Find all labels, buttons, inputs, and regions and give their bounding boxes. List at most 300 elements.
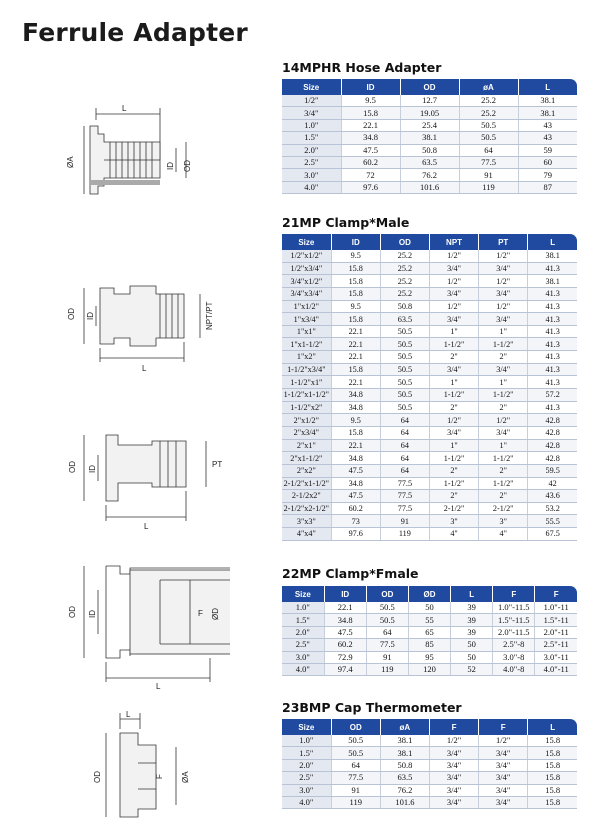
table-row — [282, 414, 577, 427]
value-cell: 15.8 — [331, 363, 380, 376]
value-cell: 25.2 — [380, 262, 429, 275]
value-cell: 1/2" — [479, 414, 528, 427]
value-cell: 41.3 — [528, 401, 577, 414]
value-cell: 2" — [429, 351, 478, 364]
value-cell: 1" — [479, 325, 528, 338]
value-cell: 22.1 — [331, 439, 380, 452]
table-row — [282, 651, 577, 663]
value-cell: 50.5 — [380, 363, 429, 376]
section-title-clamp-female: 22MP Clamp*Fmale — [282, 566, 419, 581]
size-cell: 2.0" — [282, 626, 324, 638]
value-cell: 119 — [380, 528, 429, 541]
value-cell: 85 — [408, 639, 450, 651]
value-cell: 2-1/2" — [429, 502, 478, 515]
value-cell: 64 — [380, 439, 429, 452]
value-cell: 38.1 — [528, 250, 577, 262]
value-cell: 41.3 — [528, 376, 577, 389]
value-cell: 2.5"-11 — [535, 639, 577, 651]
size-cell: 1-1/2"x1" — [282, 376, 331, 389]
value-cell: 50.5 — [459, 119, 518, 131]
value-cell: 50.5 — [366, 602, 408, 614]
value-cell: 1-1/2" — [479, 338, 528, 351]
value-cell: 9.5 — [331, 300, 380, 313]
table-row — [282, 439, 577, 452]
value-cell: 97.4 — [324, 663, 366, 675]
size-cell: 1/2" — [282, 95, 341, 107]
value-cell: 41.3 — [528, 262, 577, 275]
spec-table-clamp-female — [282, 586, 577, 676]
value-cell: 50 — [408, 602, 450, 614]
column-header: OD — [400, 79, 459, 95]
table-row — [282, 250, 577, 262]
table-row — [282, 313, 577, 326]
size-cell: 1/2"x3/4" — [282, 262, 331, 275]
value-cell: 2" — [429, 401, 478, 414]
value-cell: 2" — [429, 464, 478, 477]
size-cell: 3/4" — [282, 107, 341, 119]
value-cell: 2" — [479, 464, 528, 477]
value-cell: 3/4" — [429, 287, 478, 300]
table-row — [282, 376, 577, 389]
column-header: L — [528, 719, 577, 735]
value-cell: 50.5 — [380, 376, 429, 389]
value-cell: 43.6 — [528, 490, 577, 503]
value-cell: 1-1/2" — [479, 389, 528, 402]
value-cell: 15.8 — [331, 275, 380, 288]
value-cell: 22.1 — [324, 602, 366, 614]
value-cell: 72 — [341, 169, 400, 181]
value-cell: 22.1 — [331, 338, 380, 351]
value-cell: 50.5 — [380, 401, 429, 414]
table-row — [282, 389, 577, 402]
size-cell: 4.0" — [282, 663, 324, 675]
size-cell: 2"x1-1/2" — [282, 452, 331, 465]
table-row — [282, 490, 577, 503]
size-cell: 2"x1/2" — [282, 414, 331, 427]
value-cell: 38.1 — [528, 275, 577, 288]
size-cell: 1.5" — [282, 132, 341, 144]
value-cell: 1-1/2" — [479, 452, 528, 465]
column-header: Size — [282, 234, 331, 250]
value-cell: 97.6 — [331, 528, 380, 541]
column-header: F — [479, 719, 528, 735]
value-cell: 4.0"-11 — [535, 663, 577, 675]
value-cell: 3/4" — [479, 313, 528, 326]
value-cell: 42.8 — [528, 414, 577, 427]
column-header: OD — [380, 234, 429, 250]
value-cell: 87 — [518, 181, 577, 193]
column-header: Size — [282, 719, 331, 735]
size-cell: 1.5" — [282, 747, 331, 759]
value-cell: 91 — [459, 169, 518, 181]
value-cell: 4" — [479, 528, 528, 541]
size-cell: 2"x3/4" — [282, 426, 331, 439]
size-cell: 2-1/2x2" — [282, 490, 331, 503]
table-row — [282, 515, 577, 528]
value-cell: 15.8 — [341, 107, 400, 119]
table-row — [282, 759, 577, 771]
dim-label-f: F — [155, 774, 164, 779]
value-cell: 3/4" — [429, 772, 478, 784]
value-cell: 34.8 — [331, 452, 380, 465]
value-cell: 3/4" — [429, 796, 478, 808]
value-cell: 25.2 — [380, 250, 429, 262]
column-header: L — [528, 234, 577, 250]
value-cell: 55 — [408, 614, 450, 626]
dim-label-id: ID — [88, 610, 97, 618]
value-cell: 50.5 — [380, 325, 429, 338]
value-cell: 77.5 — [331, 772, 380, 784]
value-cell: 15.8 — [331, 262, 380, 275]
value-cell: 3/4" — [479, 784, 528, 796]
value-cell: 22.1 — [341, 119, 400, 131]
value-cell: 1-1/2" — [479, 477, 528, 490]
size-cell: 3.0" — [282, 651, 324, 663]
table-row — [282, 602, 577, 614]
value-cell: 1/2" — [479, 300, 528, 313]
value-cell: 63.5 — [380, 772, 429, 784]
dim-label-od: OD — [93, 771, 102, 783]
value-cell: 76.2 — [380, 784, 429, 796]
value-cell: 39 — [451, 602, 493, 614]
size-cell: 1.0" — [282, 735, 331, 747]
dim-label-l: L — [122, 104, 127, 113]
value-cell: 3" — [479, 515, 528, 528]
value-cell: 50 — [451, 639, 493, 651]
dim-label-od: OD — [68, 461, 77, 473]
section-title-cap-thermometer: 23BMP Cap Thermometer — [282, 700, 462, 715]
size-cell: 1"x1-1/2" — [282, 338, 331, 351]
value-cell: 95 — [408, 651, 450, 663]
table-row — [282, 287, 577, 300]
value-cell: 15.8 — [331, 426, 380, 439]
table-row — [282, 464, 577, 477]
value-cell: 50.5 — [380, 351, 429, 364]
table-header-row — [282, 79, 577, 95]
size-cell: 1"x2" — [282, 351, 331, 364]
value-cell: 1/2" — [479, 275, 528, 288]
table-row — [282, 796, 577, 808]
size-cell: 3.0" — [282, 169, 341, 181]
value-cell: 42.8 — [528, 439, 577, 452]
value-cell: 119 — [459, 181, 518, 193]
spec-table-clamp-male — [282, 234, 577, 541]
value-cell: 39 — [451, 614, 493, 626]
value-cell: 3" — [429, 515, 478, 528]
value-cell: 63.5 — [400, 156, 459, 168]
value-cell: 77.5 — [380, 490, 429, 503]
value-cell: 9.5 — [331, 414, 380, 427]
table-row — [282, 614, 577, 626]
table-row — [282, 401, 577, 414]
value-cell: 42 — [528, 477, 577, 490]
value-cell: 57.2 — [528, 389, 577, 402]
value-cell: 50.8 — [380, 300, 429, 313]
size-cell: 1.5" — [282, 614, 324, 626]
dim-label-od: OD — [67, 308, 76, 320]
value-cell: 3/4" — [479, 426, 528, 439]
column-header: OD — [331, 719, 380, 735]
dim-label-id: ID — [88, 465, 97, 473]
value-cell: 1.0"-11.5 — [493, 602, 535, 614]
table-row — [282, 626, 577, 638]
value-cell: 1/2" — [479, 250, 528, 262]
value-cell: 50.5 — [380, 338, 429, 351]
size-cell: 1.0" — [282, 602, 324, 614]
value-cell: 91 — [331, 784, 380, 796]
column-header: F — [535, 586, 577, 602]
value-cell: 119 — [366, 663, 408, 675]
value-cell: 2-1/2" — [479, 502, 528, 515]
value-cell: 3/4" — [479, 759, 528, 771]
value-cell: 38.1 — [380, 735, 429, 747]
value-cell: 2.5"-8 — [493, 639, 535, 651]
table-row — [282, 351, 577, 364]
section-title-clamp-male: 21MP Clamp*Male — [282, 215, 410, 230]
value-cell: 2" — [479, 490, 528, 503]
size-cell: 1.0" — [282, 119, 341, 131]
clamp-pt-drawing — [60, 425, 230, 535]
value-cell: 3/4" — [429, 262, 478, 275]
value-cell: 64 — [380, 426, 429, 439]
size-cell: 2.5" — [282, 639, 324, 651]
value-cell: 47.5 — [341, 144, 400, 156]
value-cell: 1-1/2" — [429, 338, 478, 351]
size-cell: 2-1/2"x2-1/2" — [282, 502, 331, 515]
size-cell: 1-1/2"x1-1/2" — [282, 389, 331, 402]
table-row — [282, 275, 577, 288]
value-cell: 60.2 — [324, 639, 366, 651]
table-row — [282, 262, 577, 275]
table-row — [282, 747, 577, 759]
value-cell: 38.1 — [518, 95, 577, 107]
value-cell: 72.9 — [324, 651, 366, 663]
value-cell: 77.5 — [380, 502, 429, 515]
dim-label-a: ØA — [66, 156, 75, 168]
size-cell: 1/2"x1/2" — [282, 250, 331, 262]
value-cell: 3/4" — [479, 796, 528, 808]
size-cell: 3.0" — [282, 784, 331, 796]
value-cell: 1" — [479, 376, 528, 389]
value-cell: 4.0"-8 — [493, 663, 535, 675]
value-cell: 119 — [331, 796, 380, 808]
value-cell: 22.1 — [331, 325, 380, 338]
value-cell: 3.0"-8 — [493, 651, 535, 663]
value-cell: 15.8 — [528, 735, 577, 747]
value-cell: 47.5 — [331, 490, 380, 503]
value-cell: 120 — [408, 663, 450, 675]
clamp-male-drawing — [60, 268, 230, 376]
table-row — [282, 477, 577, 490]
size-cell: 1-1/2"x3/4" — [282, 363, 331, 376]
value-cell: 3/4" — [429, 747, 478, 759]
value-cell: 9.5 — [341, 95, 400, 107]
dim-label-d: ØD — [211, 608, 220, 620]
size-cell: 2.0" — [282, 144, 341, 156]
table-row — [282, 528, 577, 541]
value-cell: 42.8 — [528, 426, 577, 439]
size-cell: 4.0" — [282, 796, 331, 808]
value-cell: 34.8 — [341, 132, 400, 144]
spec-table-hose-adapter — [282, 79, 577, 194]
dim-label-l: L — [144, 522, 149, 531]
value-cell: 2.0"-11.5 — [493, 626, 535, 638]
value-cell: 50.5 — [331, 735, 380, 747]
value-cell: 25.2 — [380, 275, 429, 288]
value-cell: 22.1 — [331, 376, 380, 389]
value-cell: 43 — [518, 119, 577, 131]
column-header: L — [451, 586, 493, 602]
column-header: Size — [282, 79, 341, 95]
page-title: Ferrule Adapter — [22, 18, 248, 47]
value-cell: 3/4" — [429, 363, 478, 376]
table-row — [282, 452, 577, 465]
value-cell: 64 — [366, 626, 408, 638]
value-cell: 39 — [451, 626, 493, 638]
column-header: L — [518, 79, 577, 95]
value-cell: 3/4" — [479, 772, 528, 784]
size-cell: 4.0" — [282, 181, 341, 193]
value-cell: 3.0"-11 — [535, 651, 577, 663]
column-header: ID — [324, 586, 366, 602]
table-row — [282, 426, 577, 439]
value-cell: 38.1 — [380, 747, 429, 759]
value-cell: 38.1 — [400, 132, 459, 144]
size-cell: 3"x3" — [282, 515, 331, 528]
value-cell: 60.2 — [331, 502, 380, 515]
value-cell: 64 — [331, 759, 380, 771]
value-cell: 47.5 — [324, 626, 366, 638]
column-header: øA — [459, 79, 518, 95]
table-row — [282, 169, 577, 181]
table-header-row — [282, 234, 577, 250]
value-cell: 1.5"-11 — [535, 614, 577, 626]
dim-label-f: F — [198, 609, 203, 618]
value-cell: 1/2" — [429, 250, 478, 262]
value-cell: 52 — [451, 663, 493, 675]
value-cell: 42.8 — [528, 452, 577, 465]
column-header: ID — [331, 234, 380, 250]
value-cell: 60 — [518, 156, 577, 168]
value-cell: 41.3 — [528, 338, 577, 351]
value-cell: 67.5 — [528, 528, 577, 541]
column-header: F — [493, 586, 535, 602]
value-cell: 25.2 — [380, 287, 429, 300]
table-row — [282, 132, 577, 144]
table-header-row — [282, 586, 577, 602]
size-cell: 2-1/2"x1-1/2" — [282, 477, 331, 490]
value-cell: 43 — [518, 132, 577, 144]
value-cell: 25.2 — [459, 95, 518, 107]
value-cell: 22.1 — [331, 351, 380, 364]
section-title-hose-adapter: 14MPHR Hose Adapter — [282, 60, 442, 75]
value-cell: 1-1/2" — [429, 477, 478, 490]
value-cell: 79 — [518, 169, 577, 181]
value-cell: 2" — [479, 351, 528, 364]
size-cell: 1"x1" — [282, 325, 331, 338]
value-cell: 50.5 — [366, 614, 408, 626]
spec-table-cap-thermometer — [282, 719, 577, 809]
hose-adapter-drawing — [60, 98, 210, 198]
value-cell: 97.6 — [341, 181, 400, 193]
column-header: NPT — [429, 234, 478, 250]
value-cell: 1.5"-11.5 — [493, 614, 535, 626]
value-cell: 41.3 — [528, 313, 577, 326]
value-cell: 55.5 — [528, 515, 577, 528]
value-cell: 50.8 — [400, 144, 459, 156]
value-cell: 1-1/2" — [429, 452, 478, 465]
value-cell: 1-1/2" — [429, 389, 478, 402]
size-cell: 2.0" — [282, 759, 331, 771]
value-cell: 41.3 — [528, 325, 577, 338]
value-cell: 3/4" — [479, 262, 528, 275]
value-cell: 15.8 — [331, 287, 380, 300]
column-header: PT — [479, 234, 528, 250]
table-row — [282, 156, 577, 168]
column-header: Size — [282, 586, 324, 602]
value-cell: 41.3 — [528, 351, 577, 364]
value-cell: 12.7 — [400, 95, 459, 107]
value-cell: 50.5 — [380, 389, 429, 402]
value-cell: 9.5 — [331, 250, 380, 262]
value-cell: 101.6 — [380, 796, 429, 808]
value-cell: 41.3 — [528, 300, 577, 313]
value-cell: 15.8 — [528, 796, 577, 808]
table-row — [282, 325, 577, 338]
table-row — [282, 181, 577, 193]
value-cell: 59.5 — [528, 464, 577, 477]
table-row — [282, 107, 577, 119]
value-cell: 50.8 — [380, 759, 429, 771]
value-cell: 3/4" — [479, 747, 528, 759]
value-cell: 50.5 — [459, 132, 518, 144]
value-cell: 91 — [366, 651, 408, 663]
value-cell: 15.8 — [331, 313, 380, 326]
dim-label-l: L — [142, 364, 147, 373]
column-header: OD — [366, 586, 408, 602]
value-cell: 59 — [518, 144, 577, 156]
value-cell: 34.8 — [331, 477, 380, 490]
dim-label-npt: NPT/PT — [205, 301, 214, 330]
table-row — [282, 772, 577, 784]
size-cell: 2"x2" — [282, 464, 331, 477]
value-cell: 63.5 — [380, 313, 429, 326]
value-cell: 15.8 — [528, 784, 577, 796]
column-header: F — [429, 719, 478, 735]
value-cell: 2" — [479, 401, 528, 414]
value-cell: 1/2" — [429, 735, 478, 747]
table-row — [282, 338, 577, 351]
value-cell: 1/2" — [429, 300, 478, 313]
value-cell: 3/4" — [429, 784, 478, 796]
value-cell: 25.4 — [400, 119, 459, 131]
size-cell: 3/4"x1/2" — [282, 275, 331, 288]
value-cell: 15.8 — [528, 759, 577, 771]
value-cell: 1/2" — [429, 275, 478, 288]
value-cell: 15.8 — [528, 747, 577, 759]
table-row — [282, 144, 577, 156]
value-cell: 50 — [451, 651, 493, 663]
dim-label-a: ØA — [181, 771, 190, 783]
value-cell: 1.0"-11 — [535, 602, 577, 614]
value-cell: 3/4" — [429, 759, 478, 771]
value-cell: 3/4" — [429, 426, 478, 439]
value-cell: 1" — [429, 325, 478, 338]
value-cell: 91 — [380, 515, 429, 528]
dim-label-id: ID — [166, 162, 175, 170]
table-row — [282, 639, 577, 651]
value-cell: 41.3 — [528, 287, 577, 300]
